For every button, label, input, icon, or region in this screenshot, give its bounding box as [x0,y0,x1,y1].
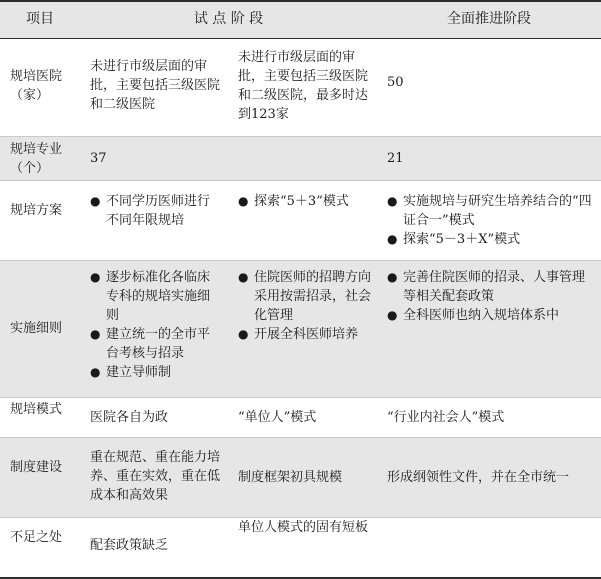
row-label [0,136,80,180]
bullet-item: ● 不同学历医师进行不同年限规培 [90,192,222,230]
header-item: 项目 [0,1,80,38]
header-pilot-stage: 试 点 阶 段 [80,1,377,38]
row-label [0,180,80,260]
bullet-item: ● 建立导师制 [90,363,222,382]
bullet-item: ● 开展全科医师培养 [238,325,371,344]
row-implementation-rules [0,260,601,397]
cell-pilot-a-text: 配套政策缺乏 [90,537,169,553]
row-label-text: 不足之处 [10,529,63,545]
bullet-item: ● 逐步标准化各临床专科的规培实施细则 [90,268,222,325]
cell-pilot-text: 37 [90,150,107,166]
row-label-text: 实施细则 [10,320,63,336]
cell-full: “行业内社会人”模式 [377,397,601,437]
cell-pilot-a: 医院各自为政 [80,397,228,437]
cell-full [377,517,601,578]
bullet-item: ● 探索“5＋3”模式 [238,192,371,211]
cell-pilot-b: 单位人模式的固有短板 [228,517,377,578]
cell-full [377,437,601,517]
cell-full-text: 形成纲领性文件，并在全市统一 [387,469,570,485]
row-training-specialties [0,136,601,180]
row-label [0,397,80,437]
cell-pilot-b [228,437,377,517]
cell-full [377,180,601,260]
row-label-text: 规培方案 [10,202,63,218]
header-row [0,1,601,38]
cell-pilot-b: “单位人”模式 [228,397,377,437]
row-label-text: 规培专业（个） [10,141,63,176]
row-label [0,260,80,397]
cell-full-text: 21 [387,150,404,166]
cell-full-text: 50 [387,74,404,90]
row-label-text: 规培医院（家） [10,68,63,103]
cell-full [377,260,601,397]
cell-pilot-a [80,180,228,260]
row-label [0,38,80,136]
cell-pilot-b-text: 制度框架初具规模 [238,469,343,485]
row-label-text: 制度建设 [10,459,63,475]
cell-pilot-a: 重在规范、重在能力培养、重在实效，重在低成本和高效果 [80,437,228,517]
header-full-stage: 全面推进阶段 [377,1,601,38]
cell-pilot-a [80,517,228,578]
cell-pilot-b [228,180,377,260]
bullet-item: ● 住院医师的招聘方向采用按需招录，社会化管理 [238,268,371,325]
cell-full [377,136,601,180]
cell-full [377,38,601,136]
row-label-text: 规培模式 [10,401,63,417]
row-system-building [0,437,601,517]
cell-pilot-a: 未进行市级层面的审批，主要包括三级医院和二级医院 [80,38,228,136]
cell-pilot-b: 未进行市级层面的审批，主要包括三级医院和二级医院，最多时达到123家 [228,38,377,136]
cell-pilot-a [80,260,228,397]
row-label [0,517,80,578]
row-training-mode [0,397,601,437]
row-training-hospitals [0,38,601,136]
bullet-item: ● 全科医师也纳入规培体系中 [387,306,595,325]
row-shortcomings [0,517,601,578]
cell-pilot-merged [80,136,377,180]
bullet-item: ● 完善住院医师的招录、人事管理等相关配套政策 [387,268,595,306]
bullet-item: ● 实施规培与研究生培养结合的“四证合一”模式 [387,192,595,230]
row-label [0,437,80,517]
cell-pilot-b [228,260,377,397]
bullet-item: ● 建立统一的全市平台考核与招录 [90,325,222,363]
bullet-item: ● 探索“5－3＋X”模式 [387,230,595,249]
row-training-plan [0,180,601,260]
